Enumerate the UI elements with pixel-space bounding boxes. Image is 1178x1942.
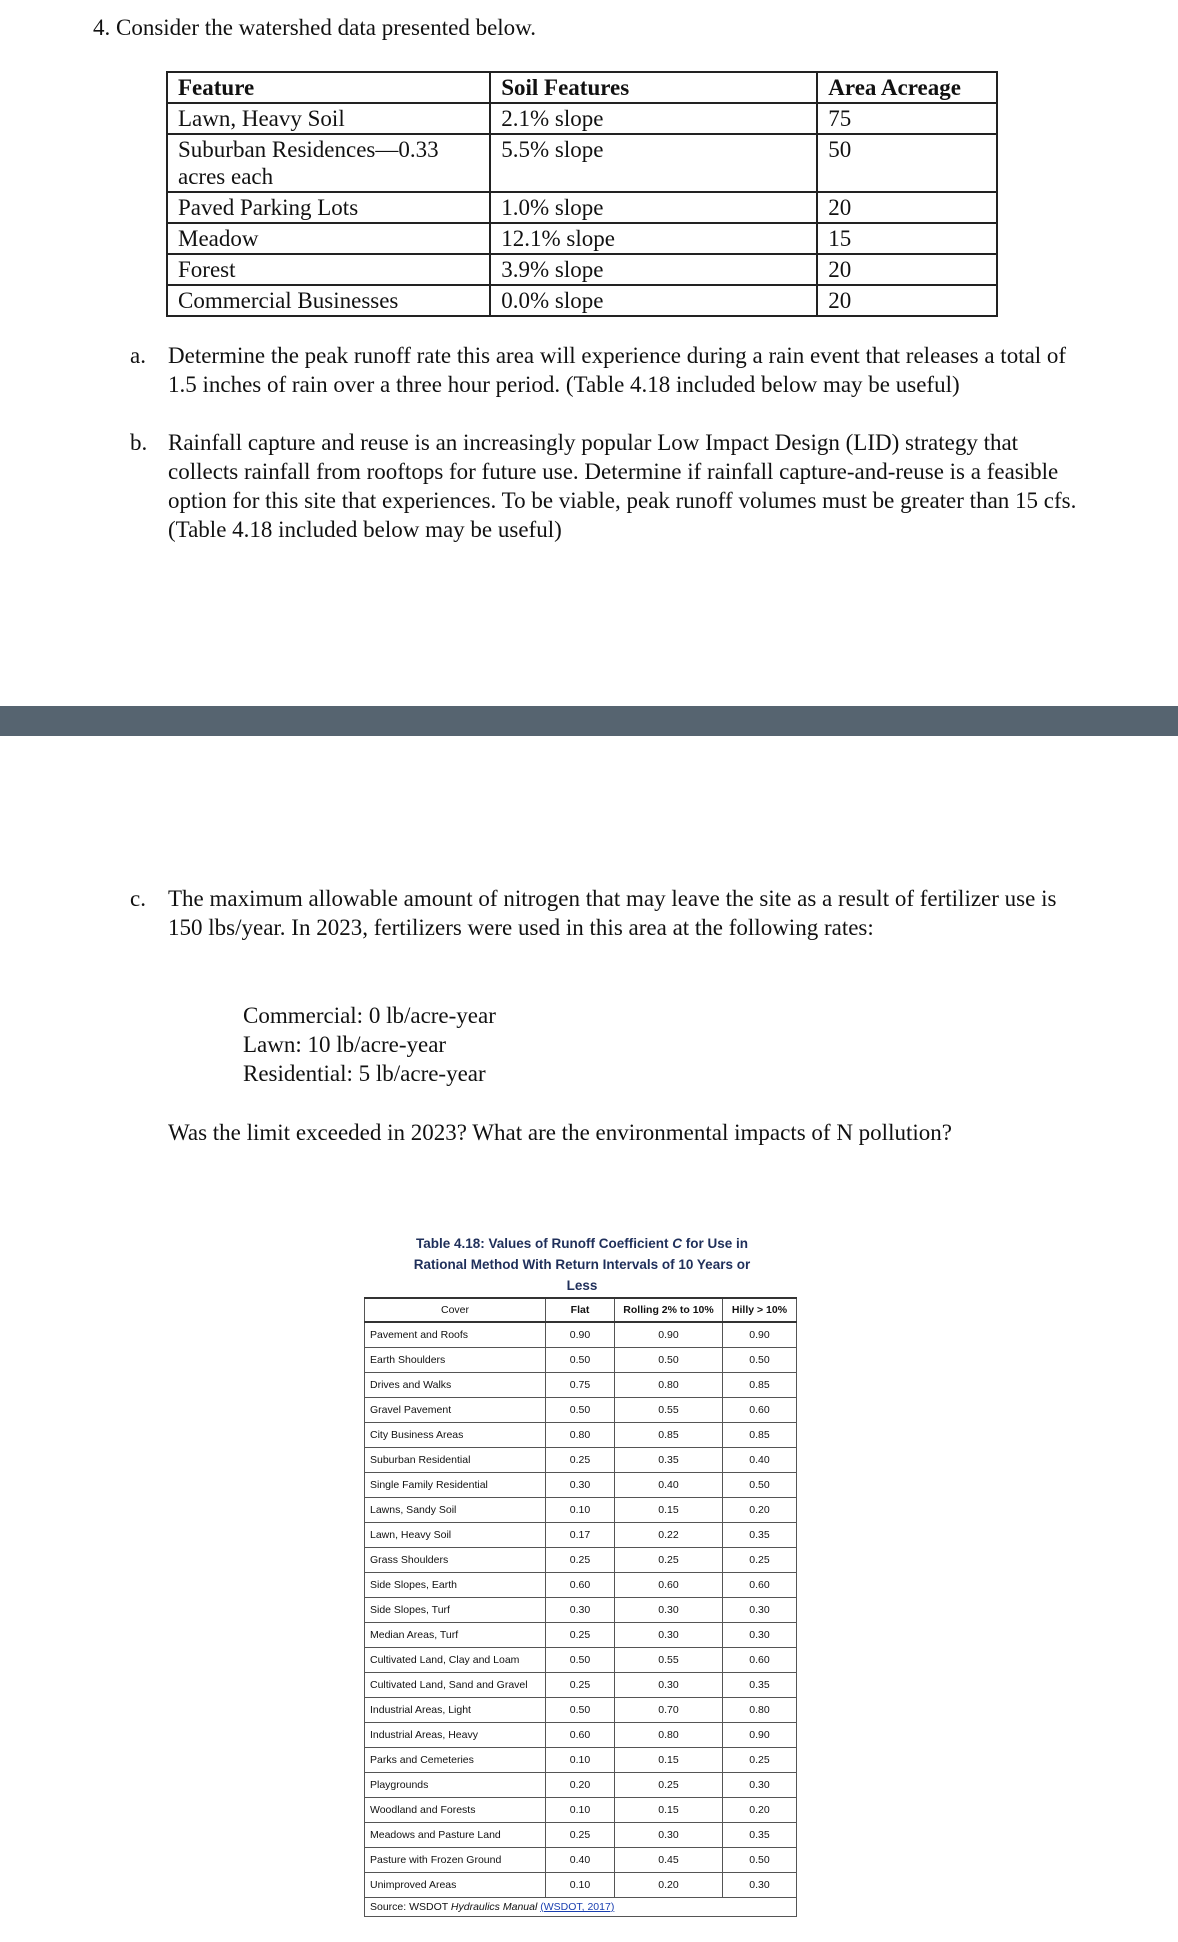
coefficient-cell: 0.35	[615, 1448, 723, 1473]
table-row	[365, 1723, 797, 1748]
coefficient-cell: 0.30	[546, 1598, 615, 1623]
coefficient-cell: 0.80	[723, 1698, 797, 1723]
table-source	[365, 1898, 797, 1917]
coefficient-cell: 0.35	[723, 1673, 797, 1698]
table-header-row	[365, 1298, 797, 1322]
table-cell: Lawn, Heavy Soil	[167, 103, 490, 134]
coefficient-cell: 0.40	[723, 1448, 797, 1473]
table-row	[365, 1848, 797, 1873]
table-row	[167, 254, 997, 285]
coefficient-cell: 0.85	[723, 1373, 797, 1398]
coefficient-cell: 0.30	[723, 1873, 797, 1898]
cover-cell: Playgrounds	[365, 1773, 546, 1798]
coefficient-cell: 0.25	[723, 1748, 797, 1773]
coefficient-cell: 0.50	[615, 1348, 723, 1373]
coefficient-cell: 0.50	[546, 1398, 615, 1423]
table-row	[365, 1348, 797, 1373]
coefficient-cell: 0.25	[546, 1448, 615, 1473]
table-row	[365, 1448, 797, 1473]
coefficient-cell: 0.60	[615, 1573, 723, 1598]
table-row	[167, 285, 997, 316]
table-cell: 20	[817, 254, 997, 285]
table-cell: 5.5% slope	[490, 134, 817, 192]
coefficient-cell: 0.75	[546, 1373, 615, 1398]
coefficient-cell: 0.60	[723, 1398, 797, 1423]
coefficient-cell: 0.55	[615, 1648, 723, 1673]
coefficient-cell: 0.20	[615, 1873, 723, 1898]
coefficient-cell: 0.30	[723, 1598, 797, 1623]
coefficient-cell: 0.10	[546, 1498, 615, 1523]
header-area-acreage: Area Acreage	[817, 72, 997, 103]
coefficient-cell: 0.90	[723, 1322, 797, 1348]
coefficient-cell: 0.50	[723, 1848, 797, 1873]
rate-commercial: Commercial: 0 lb/acre-year	[243, 1003, 496, 1028]
coefficient-cell: 0.60	[546, 1723, 615, 1748]
table-cell: 3.9% slope	[490, 254, 817, 285]
coefficient-cell: 0.25	[546, 1823, 615, 1848]
table-row	[365, 1548, 797, 1573]
coefficient-cell: 0.60	[723, 1573, 797, 1598]
header-cover: Cover	[365, 1298, 546, 1322]
table-row	[365, 1798, 797, 1823]
header-hilly: Hilly > 10%	[723, 1298, 797, 1322]
runoff-coefficient-table	[364, 1297, 797, 1917]
table-row	[167, 103, 997, 134]
coefficient-cell: 0.85	[723, 1423, 797, 1448]
table-row	[365, 1523, 797, 1548]
cover-cell: Suburban Residential	[365, 1448, 546, 1473]
table-row	[365, 1322, 797, 1348]
table-row	[365, 1673, 797, 1698]
cover-cell: Earth Shoulders	[365, 1348, 546, 1373]
coefficient-cell: 0.15	[615, 1748, 723, 1773]
table-cell: 15	[817, 223, 997, 254]
coefficient-cell: 0.55	[615, 1398, 723, 1423]
coefficient-cell: 0.40	[546, 1848, 615, 1873]
fertilizer-rates	[243, 1001, 496, 1088]
title-line-3: Less	[566, 1278, 598, 1293]
table-row	[365, 1423, 797, 1448]
coefficient-cell: 0.60	[546, 1573, 615, 1598]
part-b-label: b.	[130, 430, 148, 455]
table-cell: 20	[817, 192, 997, 223]
cover-cell: Woodland and Forests	[365, 1798, 546, 1823]
cover-cell: Grass Shoulders	[365, 1548, 546, 1573]
coefficient-cell: 0.30	[615, 1623, 723, 1648]
coefficient-cell: 0.25	[615, 1548, 723, 1573]
coefficient-cell: 0.45	[615, 1848, 723, 1873]
coefficient-cell: 0.90	[615, 1322, 723, 1348]
coefficient-cell: 0.15	[615, 1798, 723, 1823]
cover-cell: Lawns, Sandy Soil	[365, 1498, 546, 1523]
coefficient-cell: 0.30	[615, 1598, 723, 1623]
coefficient-cell: 0.70	[615, 1698, 723, 1723]
table-cell: 1.0% slope	[490, 192, 817, 223]
table-row	[365, 1873, 797, 1898]
cover-cell: Meadows and Pasture Land	[365, 1823, 546, 1848]
table-cell: Suburban Residences—0.33 acres each	[167, 134, 490, 192]
table-row	[365, 1623, 797, 1648]
table-cell: 75	[817, 103, 997, 134]
cover-cell: Pasture with Frozen Ground	[365, 1848, 546, 1873]
table-row	[365, 1373, 797, 1398]
cover-cell: Pavement and Roofs	[365, 1322, 546, 1348]
table-row	[167, 223, 997, 254]
table-row	[365, 1473, 797, 1498]
part-c-label: c.	[130, 886, 146, 911]
title-part: C	[672, 1236, 683, 1251]
coefficient-cell: 0.15	[615, 1498, 723, 1523]
table-row	[365, 1598, 797, 1623]
followup-question: Was the limit exceeded in 2023? What are the environmental impacts of N pollution?	[168, 1120, 952, 1145]
table-row	[365, 1748, 797, 1773]
coefficient-cell: 0.30	[546, 1473, 615, 1498]
coefficient-cell: 0.20	[546, 1773, 615, 1798]
part-a-label: a.	[130, 343, 146, 368]
coefficient-cell: 0.30	[615, 1673, 723, 1698]
coefficient-cell: 0.50	[546, 1698, 615, 1723]
table-cell: 50	[817, 134, 997, 192]
table-row	[365, 1498, 797, 1523]
table-cell: 12.1% slope	[490, 223, 817, 254]
table-row	[365, 1398, 797, 1423]
rate-residential: Residential: 5 lb/acre-year	[243, 1061, 486, 1086]
table-header-row	[167, 72, 997, 103]
cover-cell: Side Slopes, Turf	[365, 1598, 546, 1623]
table-cell: Forest	[167, 254, 490, 285]
table-row	[167, 192, 997, 223]
table-cell: 0.0% slope	[490, 285, 817, 316]
coefficient-cell: 0.90	[546, 1322, 615, 1348]
coefficient-cell: 0.80	[615, 1723, 723, 1748]
source-link[interactable]: (WSDOT, 2017)	[540, 1901, 615, 1913]
header-feature: Feature	[167, 72, 490, 103]
part-b-text: Rainfall capture and reuse is an increasingly popular Low Impact Design (LID) strategy that collects rainfall from rooftops for future use. Determine if rainfall capture-and-reuse is a feasible option for this site that experiences. To be viable, peak runoff volumes must be greater than 15 cfs. (Table 4.18 included below may be useful)	[168, 430, 1077, 542]
header-flat: Flat	[546, 1298, 615, 1322]
coefficient-cell: 0.50	[723, 1473, 797, 1498]
coefficient-cell: 0.50	[723, 1348, 797, 1373]
coefficient-cell: 0.40	[615, 1473, 723, 1498]
coefficient-cell: 0.22	[615, 1523, 723, 1548]
coefficient-cell: 0.20	[723, 1798, 797, 1823]
table-cell: Commercial Businesses	[167, 285, 490, 316]
coefficient-cell: 0.85	[615, 1423, 723, 1448]
cover-cell: Median Areas, Turf	[365, 1623, 546, 1648]
table-cell: Paved Parking Lots	[167, 192, 490, 223]
table-cell: 20	[817, 285, 997, 316]
title-part: Table 4.18: Values of Runoff Coefficient	[415, 1236, 669, 1251]
cover-cell: Cultivated Land, Clay and Loam	[365, 1648, 546, 1673]
coefficient-cell: 0.30	[723, 1773, 797, 1798]
coefficient-cell: 0.20	[723, 1498, 797, 1523]
coefficient-cell: 0.17	[546, 1523, 615, 1548]
coefficient-cell: 0.35	[723, 1823, 797, 1848]
cover-cell: Drives and Walks	[365, 1373, 546, 1398]
table-source-row	[365, 1898, 797, 1917]
table-row	[167, 134, 997, 192]
coefficient-cell: 0.25	[546, 1623, 615, 1648]
table-cell: 2.1% slope	[490, 103, 817, 134]
coefficient-cell: 0.90	[723, 1723, 797, 1748]
cover-cell: Lawn, Heavy Soil	[365, 1523, 546, 1548]
cover-cell: Unimproved Areas	[365, 1873, 546, 1898]
coefficient-cell: 0.30	[723, 1623, 797, 1648]
cover-cell: Parks and Cemeteries	[365, 1748, 546, 1773]
part-a-text: Determine the peak runoff rate this area will experience during a rain event that releases a total of 1.5 inches of rain over a three hour period. (Table 4.18 included below may be useful)	[168, 343, 1067, 397]
coefficient-cell: 0.80	[546, 1423, 615, 1448]
source-prefix: Source: WSDOT	[370, 1901, 448, 1913]
coefficient-cell: 0.25	[723, 1548, 797, 1573]
title-part: for Use in	[685, 1236, 749, 1251]
watershed-table	[166, 71, 998, 317]
source-manual: Hydraulics Manual	[450, 1901, 538, 1913]
coefficient-cell: 0.10	[546, 1748, 615, 1773]
cover-cell: Gravel Pavement	[365, 1398, 546, 1423]
coefficient-cell: 0.60	[723, 1648, 797, 1673]
coefficient-cell: 0.10	[546, 1798, 615, 1823]
table-row	[365, 1698, 797, 1723]
table-row	[365, 1773, 797, 1798]
table-row	[365, 1573, 797, 1598]
cover-cell: Industrial Areas, Light	[365, 1698, 546, 1723]
title-line-2: Rational Method With Return Intervals of 10 Years or	[413, 1257, 751, 1272]
coefficient-cell: 0.30	[615, 1823, 723, 1848]
coefficient-cell: 0.35	[723, 1523, 797, 1548]
coefficient-cell: 0.10	[546, 1873, 615, 1898]
rate-lawn: Lawn: 10 lb/acre-year	[243, 1032, 447, 1057]
cover-cell: Industrial Areas, Heavy	[365, 1723, 546, 1748]
page-divider	[0, 706, 1178, 736]
header-rolling: Rolling 2% to 10%	[615, 1298, 723, 1322]
header-soil-features: Soil Features	[490, 72, 817, 103]
cover-cell: City Business Areas	[365, 1423, 546, 1448]
cover-cell: Cultivated Land, Sand and Gravel	[365, 1673, 546, 1698]
coefficient-cell: 0.80	[615, 1373, 723, 1398]
coefficient-cell: 0.50	[546, 1348, 615, 1373]
cover-cell: Single Family Residential	[365, 1473, 546, 1498]
table-cell: Meadow	[167, 223, 490, 254]
table-418-title	[362, 1233, 802, 1296]
table-row	[365, 1823, 797, 1848]
coefficient-cell: 0.50	[546, 1648, 615, 1673]
coefficient-cell: 0.25	[546, 1548, 615, 1573]
coefficient-cell: 0.25	[615, 1773, 723, 1798]
question-heading: 4. Consider the watershed data presented below.	[93, 15, 537, 40]
part-c-text: The maximum allowable amount of nitrogen that may leave the site as a result of fertilizer use is 150 lbs/year. In 2023, fertilizers were used in this area at the following rates:	[168, 886, 1057, 940]
cover-cell: Side Slopes, Earth	[365, 1573, 546, 1598]
coefficient-cell: 0.25	[546, 1673, 615, 1698]
table-row	[365, 1648, 797, 1673]
